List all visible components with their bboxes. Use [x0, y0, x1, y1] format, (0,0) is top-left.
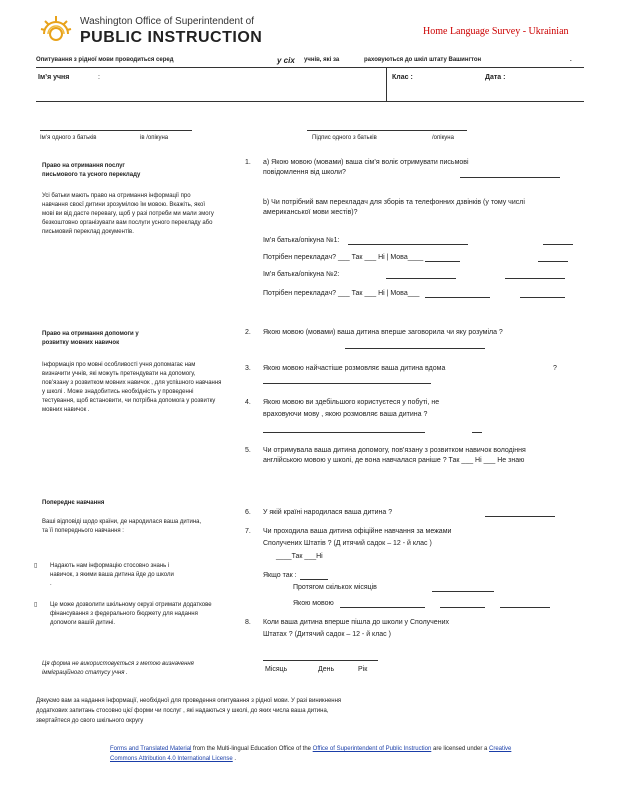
- footer-credit-line-2: [110, 755, 236, 764]
- q8-date-line[interactable]: [263, 660, 378, 661]
- prior-education-bullet-2: Це може дозволити шкільному окрузі отримати додаткове фінансування з федерального бюджету для надання допомоги вашій дитині.: [50, 602, 212, 626]
- parent-name-caption: Ім’я одного з батьків: [40, 135, 97, 141]
- q1-parent1-name-line[interactable]: [348, 244, 468, 245]
- footer-thanks-line-3: звертайтеся до свого шкільного округу: [36, 718, 144, 724]
- creative-link[interactable]: Creative: [489, 746, 512, 752]
- parent-signature-line[interactable]: [307, 130, 467, 131]
- q1-parent2-language-extra-line[interactable]: [520, 297, 565, 298]
- q4-text-line2: враховуючи мову , якою розмовляє ваша дитина ?: [263, 411, 428, 418]
- student-row-top-line: [36, 67, 584, 68]
- q2-number: 2.: [245, 329, 251, 336]
- q7-duration-line[interactable]: [432, 591, 494, 592]
- intro-text-3: учнів, які за: [304, 57, 340, 63]
- q1-parent2-language-line[interactable]: [425, 297, 490, 298]
- footer-thanks-line-1: Дякуємо вам за надання інформації, необхідної для проведення опитування з рідної мови. У разі виникнення: [36, 698, 342, 704]
- section-language-support-title: Право на отримання допомоги у розвитку мовних навичок: [42, 331, 139, 346]
- q7-number: 7.: [245, 528, 251, 535]
- class-field[interactable]: [420, 70, 480, 84]
- q8-text-line1: Коли ваша дитина вперше пішла до школи у Сполучених: [263, 619, 449, 626]
- q8-number: 8.: [245, 619, 251, 626]
- q7-language-label: Якою мовою: [293, 600, 334, 607]
- q4-number: 4.: [245, 399, 251, 406]
- q4-answer-line[interactable]: [263, 432, 425, 433]
- q5-number: 5.: [245, 447, 251, 454]
- q7-yes-no[interactable]: ____Так ___Ні: [276, 553, 323, 560]
- section-translation-text: Усі батьки мають право на отримання інформації про навчання своєї дитини зрозумілою їм мовою. Вкажіть, якої мові ви від дасте перевагу, щоб у разі потреби ми мали змогу безкоштовно організувати вам послуги усного перекладу або письмовий переклад документів.: [42, 193, 214, 235]
- q1-parent2-interpreter: Потрібен перекладач? ___ Так ___ Ні | Мова___: [263, 290, 420, 297]
- q1-number: 1.: [245, 159, 251, 166]
- q2-text: Якою мовою (мовами) ваша дитина вперше заговорила чи яку розуміла ?: [263, 329, 503, 336]
- q5-text: Чи отримувала ваша дитина допомогу, пов’язану з розвитком навичок володіння англійською мовою у школі, де вона навчалася раніше ? Так ___ Ні ___ Не знаю: [263, 447, 526, 464]
- q1-parent1-extra-line[interactable]: [543, 244, 573, 245]
- q6-answer-line[interactable]: [485, 516, 555, 517]
- intro-text-4: раховуються до шкіл штату Вашингтон: [364, 57, 482, 63]
- ospi-link[interactable]: Office of Superintendent of Public Instruction: [312, 746, 432, 752]
- intro-text-2: у сіх: [277, 56, 295, 65]
- q8-text-line2: Штатах ? (Дитячий садок – 12 - й клас ): [263, 631, 391, 638]
- date-label: Дата :: [485, 74, 506, 81]
- section-language-support-text: Інформація про мовні особливості учня допомагає нам визначити учнів, які можуть претендувати на допомогу, пов’язану з розвитком мовних навичок , для успішного навчання у школі . Може знадобитись необхідність у проведенні тестування, щоб встановити, чи потрібна допомога у розвитку мовних навичок .: [42, 362, 222, 413]
- q8-day-label: День: [318, 666, 335, 673]
- immigration-note: Ця форма не використовується з метою визначення імміграційного статусу учня .: [42, 661, 194, 676]
- q7-text-line1: Чи проходила ваша дитина офіційне навчання за межами: [263, 528, 452, 535]
- date-field[interactable]: [512, 70, 580, 84]
- q3-text: Якою мовою найчастіше розмовляє ваша дитина вдома: [263, 365, 446, 372]
- q1b-text: b) Чи потрібний вам перекладач для зборів та телефонних дзвінків (у тому числі американської мови жестів)?: [263, 199, 525, 216]
- intro-text-5: .: [570, 57, 572, 63]
- q4-answer-extra-line[interactable]: [472, 432, 482, 433]
- q8-year-label: Рік: [358, 666, 368, 673]
- q8-month-label: Місяць: [265, 666, 288, 673]
- parent-name-line[interactable]: [40, 130, 192, 131]
- forms-materials-link[interactable]: Forms and Translated Material: [110, 746, 192, 752]
- class-label: Клас :: [392, 74, 413, 81]
- student-name-colon: :: [98, 74, 100, 81]
- q4-text-line1: Якою мовою ви здебільшого користуєтеся у побуті, не: [263, 399, 440, 406]
- credit-text-1: from the Multi-lingual Education Office of the: [191, 746, 313, 752]
- license-link[interactable]: Commons Attribution 4.0 International License: [110, 756, 233, 762]
- section-translation-title: Право на отримання послуг письмового та усного перекладу: [42, 163, 141, 178]
- q6-number: 6.: [245, 509, 251, 516]
- q1-parent2-extra-line[interactable]: [505, 278, 565, 279]
- credit-end: .: [232, 756, 237, 762]
- q7-text-line2: Сполучених Штатів ? (Д итячий садок – 12 - й клас ): [263, 540, 432, 547]
- parent-signature-caption-tail: /опікуна: [432, 135, 454, 141]
- logo-title: PUBLIC INSTRUCTION: [80, 29, 263, 46]
- q1-parent1-label: Ім’я батька/опікуна №1:: [263, 237, 340, 244]
- student-name-field[interactable]: [105, 70, 380, 84]
- footer-thanks-line-2: додаткових запитань стосовно цієї форми чи послуг , які надаються у школі, до яких числа ваша дитина,: [36, 708, 329, 714]
- q7-language-line-2[interactable]: [440, 607, 485, 608]
- q1-parent1-interpreter: Потрібен перекладач? ___ Так ___ Ні | Мова____: [263, 254, 424, 261]
- q7-duration-label: Протягом скількох місяців: [293, 584, 377, 591]
- q7-language-line-3[interactable]: [500, 607, 550, 608]
- q7-language-line-1[interactable]: [340, 607, 425, 608]
- q2-answer-line[interactable]: [345, 348, 485, 349]
- footer-credit-line-1: [110, 745, 511, 754]
- q3-number: 3.: [245, 365, 251, 372]
- section-prior-education-text: Ваші відповіді щодо країни, де народилася ваша дитина, та її попереднього навчання :: [42, 519, 202, 534]
- q1a-answer-line[interactable]: [460, 177, 560, 178]
- section-prior-education-title: Попереднє навчання: [42, 500, 105, 506]
- ospi-sun-logo-icon: [40, 14, 72, 46]
- student-name-label: Ім’я учня: [38, 74, 70, 81]
- q1a-text: a) Якою мовою (мовами) ваша сім’я воліє отримувати письмові повідомлення від школи?: [263, 159, 469, 176]
- student-row-divider: [386, 67, 387, 101]
- q1-parent2-label: Ім’я батька/опікуна №2:: [263, 271, 340, 278]
- q1-parent1-language-extra-line[interactable]: [538, 261, 568, 262]
- parent-name-caption-tail: ів /опікуна: [140, 135, 169, 141]
- prior-education-bullet-1: Надають нам інформацію стосовно знань і навичок, з якими ваша дитина йде до школи .: [50, 563, 174, 587]
- q7-if-yes-line[interactable]: [300, 579, 328, 580]
- parent-signature-caption: Підпис одного з батьків: [312, 135, 377, 141]
- q3-answer-line[interactable]: [263, 383, 431, 384]
- q1-parent2-name-line[interactable]: [386, 278, 456, 279]
- intro-text-1: Опитування з рідної мови проводиться серед: [36, 57, 174, 63]
- bullet-icon: ▯: [34, 563, 38, 569]
- student-row-bottom-line: [36, 101, 584, 102]
- q1-parent1-language-line[interactable]: [425, 261, 460, 262]
- bullet-icon: ▯: [34, 602, 38, 608]
- credit-text-2: are licensed under a: [431, 746, 490, 752]
- logo-org-name: Washington Office of Superintendent of: [80, 16, 254, 27]
- survey-title: Home Language Survey - Ukrainian: [423, 26, 569, 37]
- q6-text: У якій країні народилася ваша дитина ?: [263, 509, 393, 516]
- q3-question-mark: ?: [553, 365, 557, 372]
- q7-if-yes-label: Якщо так :: [263, 572, 297, 579]
